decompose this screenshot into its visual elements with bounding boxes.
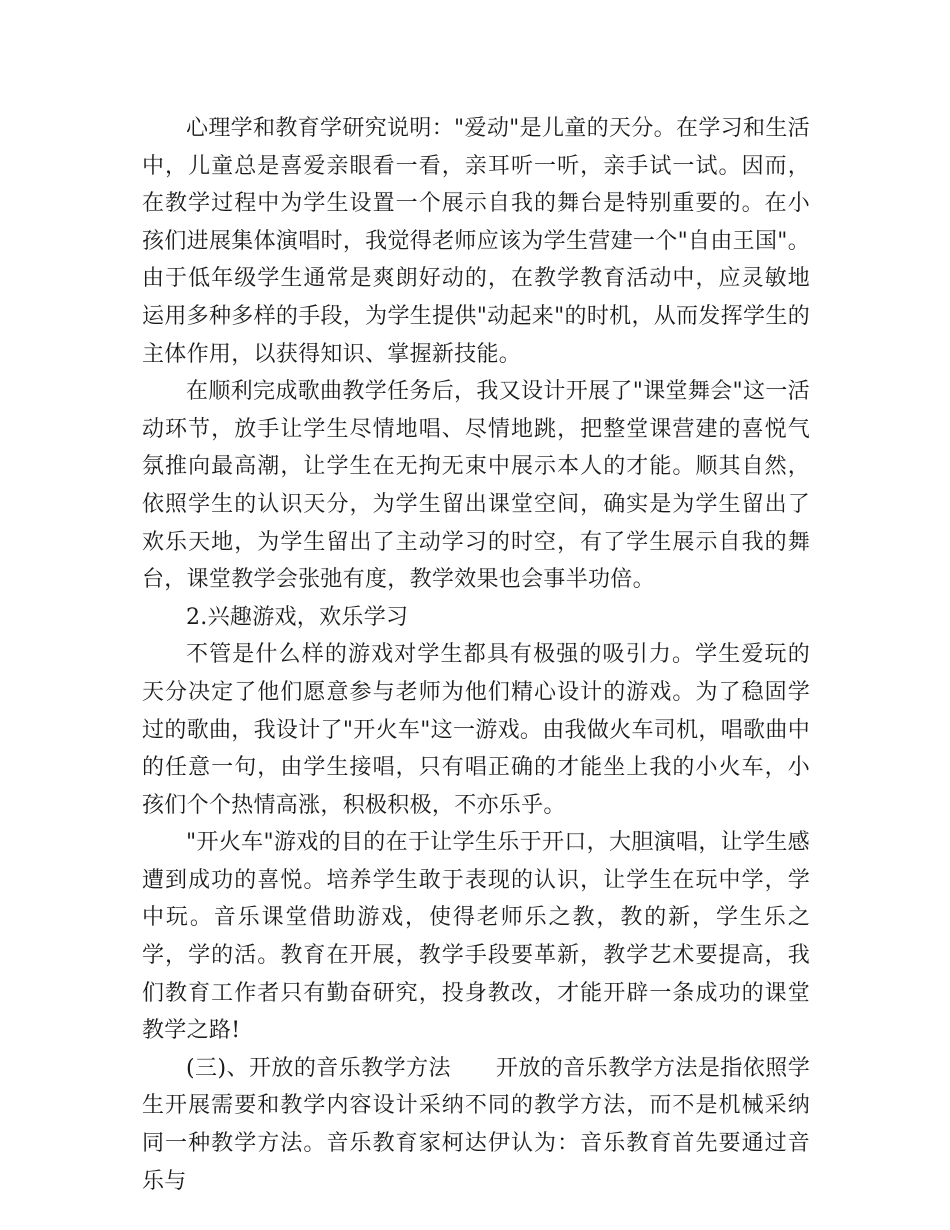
paragraph-open-methods: (三)、开放的音乐教学方法 开放的音乐教学方法是指依照学生开展需要和教学内容设计采纳不同的教学方法，而不是机械采纳同一种教学方法。音乐教育家柯达伊认为：音乐教育首先要通过音乐与 [142,1055,810,1194]
paragraph-psychology: 心理学和教育学研究说明："爱动"是儿童的天分。在学习和生活中，儿童总是喜爱亲眼看一看，亲耳听一听，亲手试一试。因而，在教学过程中为学生设置一个展示自我的舞台是特别重要的。在小孩们进展集体演唱时，我觉得老师应该为学生营建一个"自由王国"。由于低年级学生通常是爽朗好动的，在教学教育活动中，应灵敏地运用多种多样的手段，为学生提供"动起来"的时机，从而发挥学生的主体作用，以获得知识、掌握新技能。 [142,116,810,367]
paragraph-class-dance: 在顺利完成歌曲教学任务后，我又设计开展了"课堂舞会"这一活动环节，放手让学生尽情地唱、尽情地跳，把整堂课营建的喜悦气氛推向最高潮，让学生在无拘无束中展示本人的才能。顺其自然，依照学生的认识天分，为学生留出课堂空间，确实是为学生留出了欢乐天地，为学生留出了主动学习的时空，有了学生展示自我的舞台，课堂教学会张弛有度，教学效果也会事半功倍。 [142,379,810,593]
paragraph-games: 不管是什么样的游戏对学生都具有极强的吸引力。学生爱玩的天分决定了他们愿意参与老师为他们精心设计的游戏。为了稳固学过的歌曲，我设计了"开火车"这一游戏。由我做火车司机，唱歌曲中的任意一句，由学生接唱，只有唱正确的才能坐上我的小火车，小孩们个个热情高涨，积极积极，不亦乐乎。 [142,642,810,818]
section-heading-games: 2.兴趣游戏，欢乐学习 [186,604,409,630]
document-body [142,110,810,1200]
paragraph-train-game: "开火车"游戏的目的在于让学生乐于开口，大胆演唱，让学生感遭到成功的喜悦。培养学生敢于表现的认识，让学生在玩中学，学中玩。音乐课堂借助游戏，使得老师乐之教，教的新，学生乐之学，学的活。教育在开展，教学手段要革新，教学艺术要提高，我们教育工作者只有勤奋研究，投身教改，才能开辟一条成功的课堂教学之路! [142,830,810,1044]
